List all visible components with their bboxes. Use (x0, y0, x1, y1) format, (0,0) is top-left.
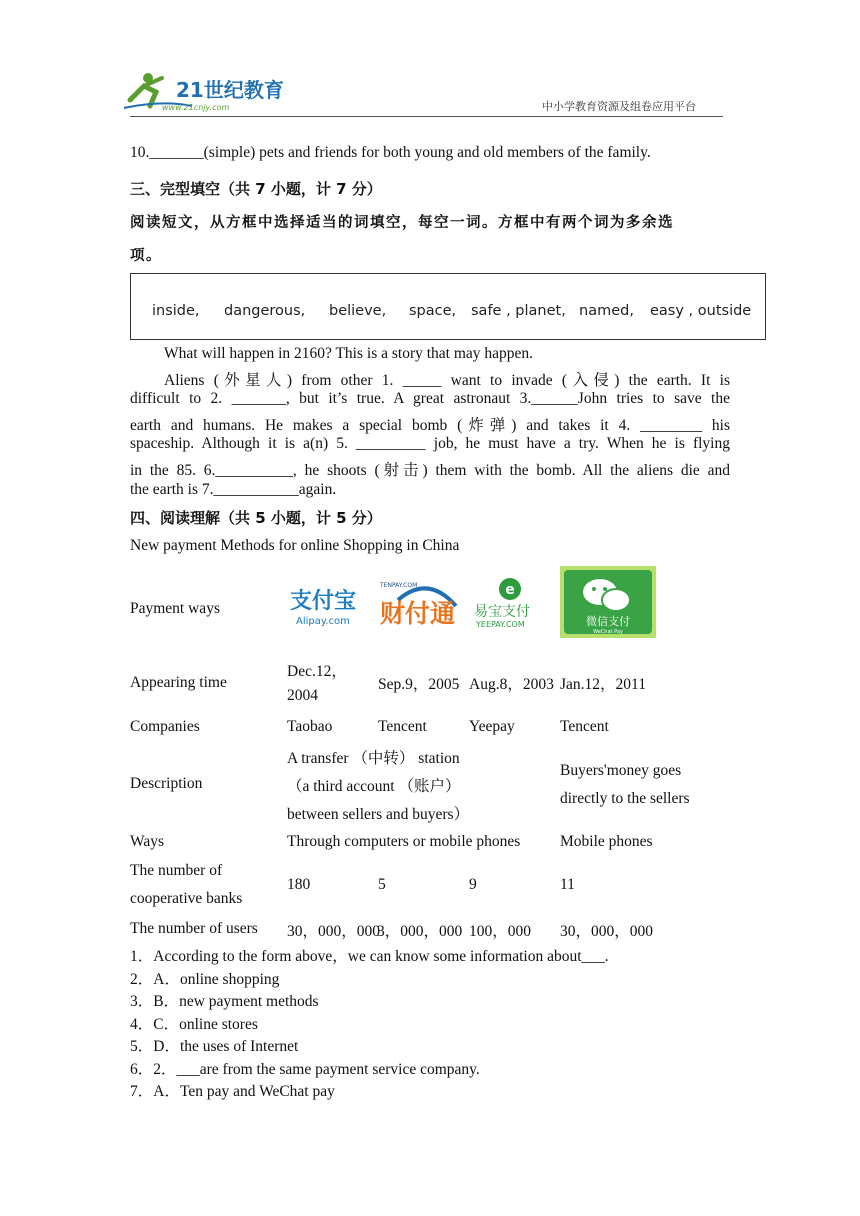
passage-line-6: in the 85. 6.__________, he shoots (射击) them with the bomb. All the aliens die and (130, 462, 730, 479)
platform-name: 中小学教育资源及组卷应用平台 (542, 100, 696, 113)
row-label-description: Description (130, 775, 203, 792)
word-option: named, (579, 303, 634, 319)
time-alipay-date: Dec.12， (287, 663, 347, 680)
passage-line-5: spaceship. Although it is a(n) 5. _________ job, he must have a try. When he is flying (130, 435, 730, 452)
question-line: 7．A．Ten pay and WeChat pay (130, 1083, 335, 1100)
question-line: 4．C．online stores (130, 1016, 258, 1033)
banks-wechat: 11 (560, 876, 575, 893)
time-alipay-year: 2004 (287, 687, 318, 704)
passage-line-2: Aliens (外星人) from other 1. _____ want to invade (入侵) the earth. It is (164, 372, 730, 389)
tenpay-logo (378, 578, 462, 632)
yeepay-logo-en: YEEPAY.COM (476, 620, 525, 629)
question-line: 1．According to the form above，we can know some information about___. (130, 948, 609, 965)
description-left-3: between sellers and buyers） (287, 806, 470, 823)
time-wechat: Jan.12，2011 (560, 676, 646, 693)
header-divider (130, 116, 723, 117)
alipay-logo (288, 582, 368, 628)
question-line: 2．A．online shopping (130, 971, 280, 988)
users-wechat: 30，000，000 (560, 923, 654, 940)
word-option: inside, (152, 303, 200, 319)
description-left-2: （a third account （账户） (287, 778, 461, 795)
company-wechat: Tencent (560, 718, 609, 735)
row-label-users: The number of users (130, 920, 258, 937)
time-yeepay: Aug.8，2003 (469, 676, 554, 693)
question-line: 5．D．the uses of Internet (130, 1038, 299, 1055)
word-option: dangerous, (224, 303, 306, 319)
passage-line-1: What will happen in 2160? This is a story that may happen. (164, 345, 534, 362)
wechat-logo-en: WeChat Pay (593, 629, 623, 635)
section-3-title: 三、完型填空（共 7 小题，计 7 分） (130, 180, 382, 198)
banks-yeepay: 9 (469, 876, 477, 893)
alipay-logo-en: Alipay.com (296, 616, 350, 627)
logo-url: www.21cnjy.com (162, 103, 230, 112)
users-alipay: 30，000，000 (287, 923, 381, 940)
question-line: 6．2．___are from the same payment service company. (130, 1061, 480, 1078)
row-label-time: Appearing time (130, 674, 227, 691)
company-tenpay: Tencent (378, 718, 427, 735)
row-label-ways: Ways (130, 833, 165, 850)
yeepay-logo (472, 576, 548, 630)
users-yeepay: 100，000 (469, 923, 532, 940)
passage-line-7: the earth is 7.___________again. (130, 481, 337, 498)
ways-right: Mobile phones (560, 833, 653, 850)
row-label-banks-2: cooperative banks (130, 890, 243, 907)
description-right-1: Buyers'money goes (560, 762, 682, 779)
passage-line-3: difficult to 2. _______, but it’s true. A great astronaut 3.______John tries to save the (130, 390, 730, 407)
alipay-logo-cn: 支付宝 (290, 589, 357, 614)
site-logo (122, 70, 292, 114)
question-line: 3．B．new payment methods (130, 993, 319, 1010)
logo-text: 21世纪教育 (176, 78, 284, 102)
item-10: 10._______(simple) pets and friends for both young and old members of the family. (130, 144, 651, 161)
users-tenpay: 3，000，000 (377, 923, 463, 940)
company-yeepay: Yeepay (469, 718, 515, 735)
banks-alipay: 180 (287, 876, 311, 893)
row-label-companies: Companies (130, 718, 200, 735)
word-option: space, (409, 303, 457, 319)
section-4-title: 四、阅读理解（共 5 小题，计 5 分） (130, 509, 382, 527)
banks-tenpay: 5 (378, 876, 386, 893)
ways-left: Through computers or mobile phones (287, 833, 521, 850)
description-right-2: directly to the sellers (560, 790, 690, 807)
description-left-1: A transfer （中转） station (287, 750, 460, 767)
wechat-logo-cn: 微信支付 (586, 615, 630, 628)
word-option: easy , outside (650, 303, 752, 319)
tenpay-logo-cn: 财付通 (380, 599, 456, 628)
word-box (130, 273, 766, 340)
instructions-line-2: 项。 (130, 248, 162, 264)
passage-line-4: earth and humans. He makes a special bomb (炸弹) and takes it 4. ________ his (130, 417, 730, 434)
row-label-payment: Payment ways (130, 600, 220, 617)
word-option: safe , planet, (471, 303, 566, 319)
yeepay-logo-cn: 易宝支付 (474, 604, 530, 620)
time-tenpay: Sep.9，2005 (378, 676, 460, 693)
wechat-pay-logo (560, 566, 656, 638)
tenpay-logo-small: TENPAY.COM (380, 582, 418, 589)
row-label-banks-1: The number of (130, 862, 223, 879)
instructions-line-1: 阅读短文，从方框中选择适当的词填空，每空一词。方框中有两个词为多余选 (130, 215, 674, 231)
table-title: New payment Methods for online Shopping in China (130, 537, 460, 554)
company-alipay: Taobao (287, 718, 333, 735)
word-option: believe, (329, 303, 387, 319)
svg-text:e: e (505, 582, 515, 598)
